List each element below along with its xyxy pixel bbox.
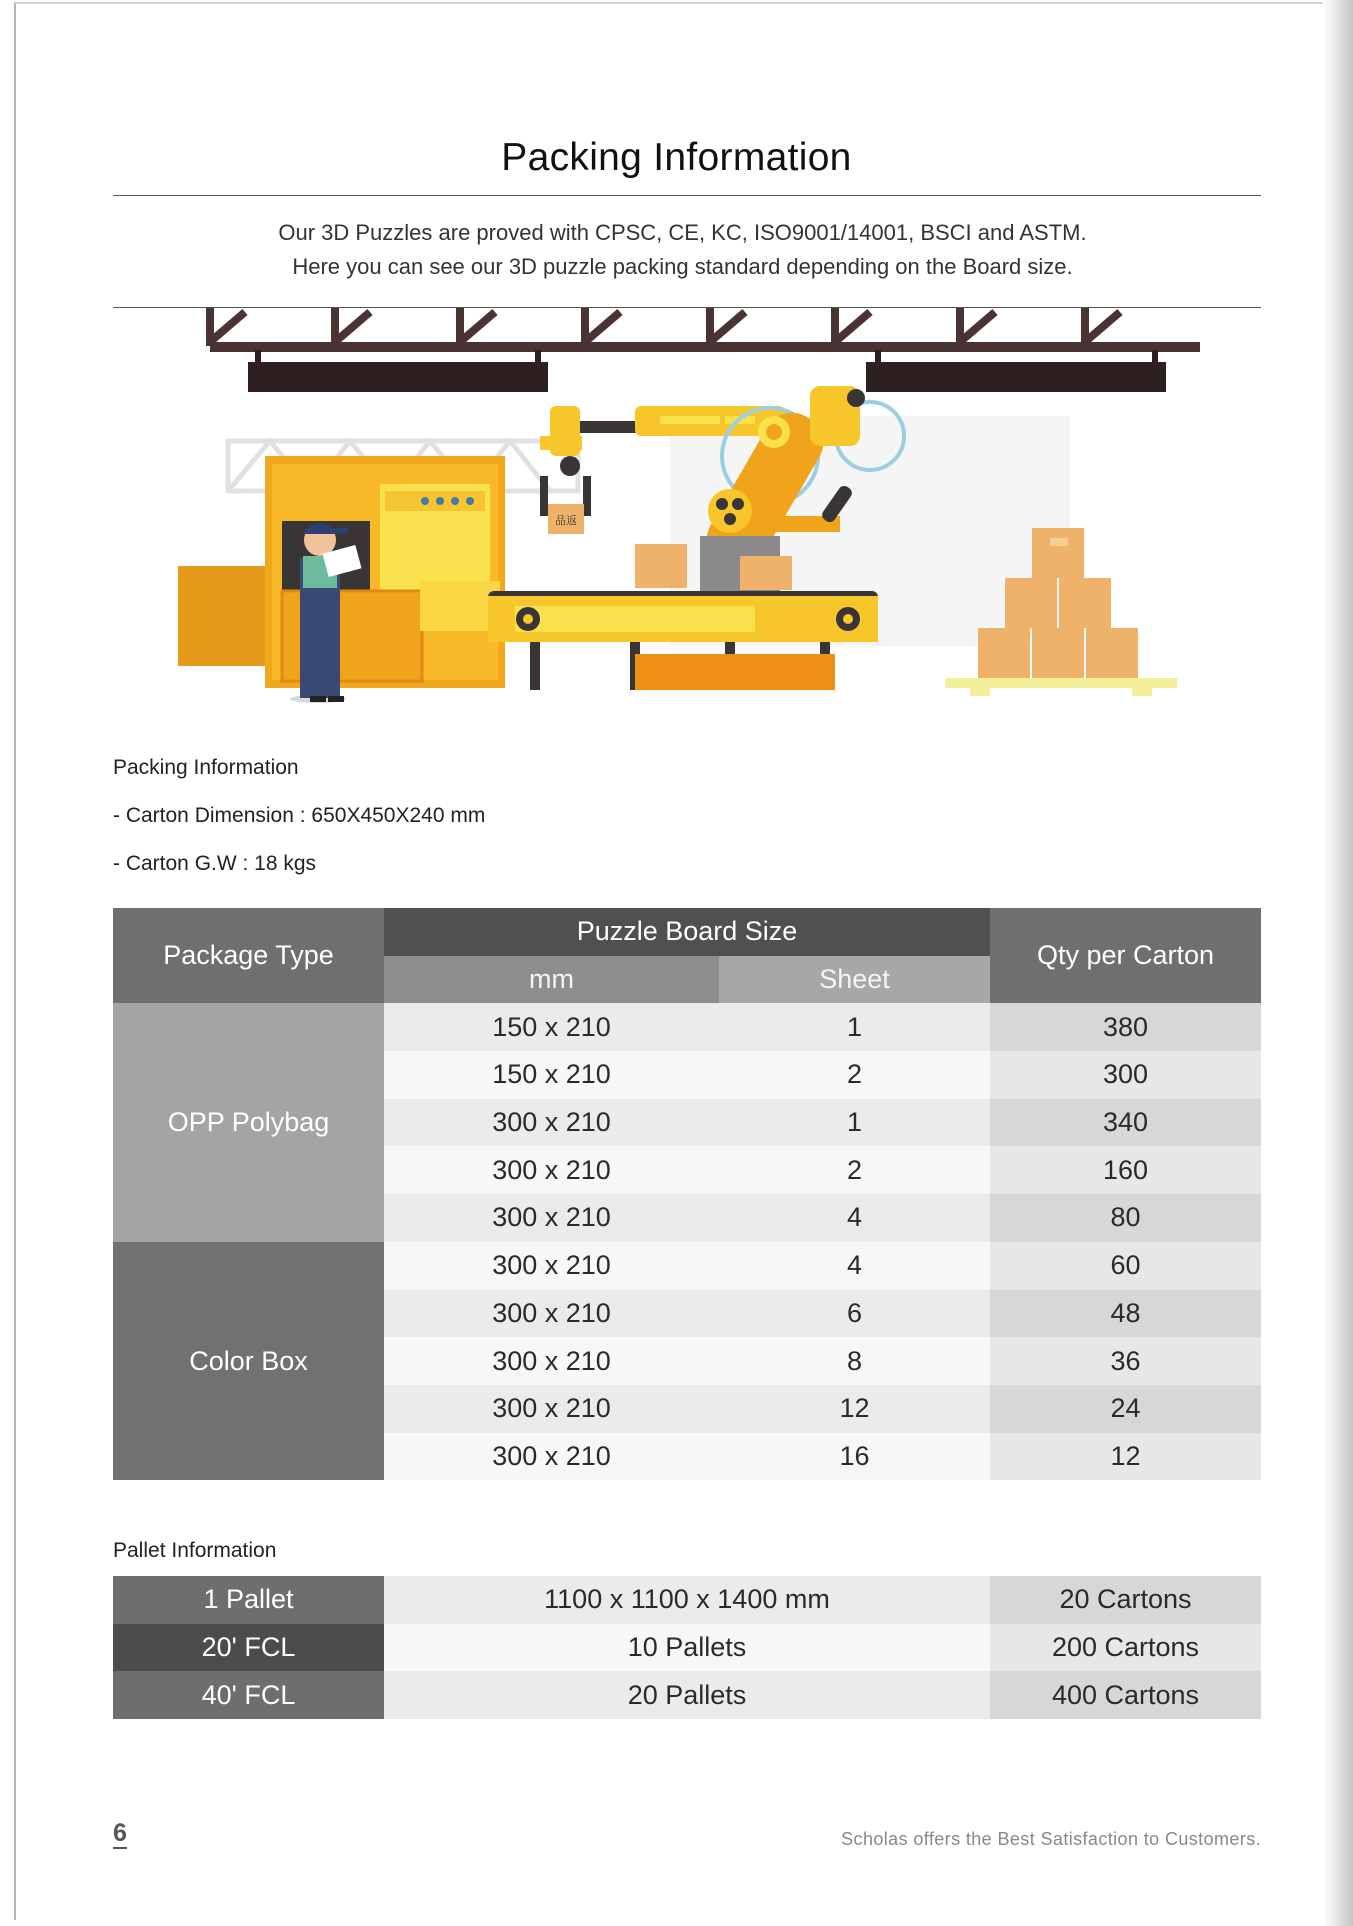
cell-qty: 12 [990, 1433, 1261, 1481]
cell-mm: 150 x 210 [384, 1051, 719, 1099]
cell-sheet: 1 [719, 1099, 990, 1147]
cell-sheet: 1 [719, 1003, 990, 1051]
packing-info-heading: Packing Information [113, 756, 299, 779]
page-edge-shadow [1323, 0, 1353, 1926]
packing-table [113, 908, 1261, 1480]
intro-line-2: Here you can see our 3D puzzle packing standard depending on the Board size. [292, 254, 1073, 279]
cell-mm: 300 x 210 [384, 1146, 719, 1194]
pallet-type: 40' FCL [113, 1671, 384, 1719]
header-board-size: Puzzle Board Size [384, 908, 990, 956]
cell-sheet: 12 [719, 1385, 990, 1433]
cell-qty: 48 [990, 1290, 1261, 1338]
pallet-qty: 400 Cartons [990, 1671, 1261, 1719]
pallet-size: 1100 x 1100 x 1400 mm [384, 1576, 990, 1624]
page-title: Packing Information [501, 136, 852, 179]
cell-qty: 160 [990, 1146, 1261, 1194]
cell-mm: 300 x 210 [384, 1242, 719, 1290]
pallet-row [113, 1624, 1261, 1672]
group-opp-polybag: OPP Polybag [113, 1003, 384, 1241]
carton-dimension: - Carton Dimension : 650X450X240 mm [113, 804, 486, 827]
conveyor-belt [488, 591, 878, 690]
cell-mm: 300 x 210 [384, 1433, 719, 1481]
group-color-box: Color Box [113, 1242, 384, 1480]
ceiling-truss [210, 308, 1200, 392]
cell-qty: 60 [990, 1242, 1261, 1290]
cell-mm: 300 x 210 [384, 1337, 719, 1385]
box-label: 品返 [555, 515, 577, 527]
header-mm: mm [384, 956, 719, 1004]
cell-mm: 150 x 210 [384, 1003, 719, 1051]
conveyor-box-2 [740, 556, 792, 590]
cell-sheet: 16 [719, 1433, 990, 1481]
cell-mm: 300 x 210 [384, 1099, 719, 1147]
cell-qty: 24 [990, 1385, 1261, 1433]
table-row [113, 1242, 1261, 1290]
cell-qty: 340 [990, 1099, 1261, 1147]
footer-tagline: Scholas offers the Best Satisfaction to Customers. [841, 1829, 1261, 1849]
intro-line-1: Our 3D Puzzles are proved with CPSC, CE, KC, ISO9001/14001, BSCI and ASTM. [278, 220, 1087, 245]
cell-qty: 36 [990, 1337, 1261, 1385]
factory-illustration [170, 306, 1200, 726]
cell-qty: 380 [990, 1003, 1261, 1051]
page-number: 6 [113, 1819, 127, 1847]
pallet-row [113, 1671, 1261, 1719]
pallet-type: 1 Pallet [113, 1576, 384, 1624]
pallet-size: 20 Pallets [384, 1671, 990, 1719]
conveyor-box-1 [635, 544, 687, 588]
pallet-qty: 200 Cartons [990, 1624, 1261, 1672]
cell-mm: 300 x 210 [384, 1194, 719, 1242]
pallet-table [113, 1576, 1261, 1719]
cell-qty: 80 [990, 1194, 1261, 1242]
cell-mm: 300 x 210 [384, 1385, 719, 1433]
header-qty-per-carton: Qty per Carton [990, 908, 1261, 1003]
pallet-type: 20' FCL [113, 1624, 384, 1672]
pallet-row [113, 1576, 1261, 1624]
cell-mm: 300 x 210 [384, 1290, 719, 1338]
cell-sheet: 4 [719, 1242, 990, 1290]
table-row [113, 1003, 1261, 1051]
orange-crate [178, 566, 278, 666]
cell-sheet: 8 [719, 1337, 990, 1385]
cell-sheet: 6 [719, 1290, 990, 1338]
title-divider [113, 195, 1261, 196]
cell-sheet: 2 [719, 1051, 990, 1099]
cell-qty: 300 [990, 1051, 1261, 1099]
cell-sheet: 4 [719, 1194, 990, 1242]
pallet-size: 10 Pallets [384, 1624, 990, 1672]
header-sheet: Sheet [719, 956, 990, 1004]
cell-sheet: 2 [719, 1146, 990, 1194]
header-package-type: Package Type [113, 908, 384, 1003]
pallet-qty: 20 Cartons [990, 1576, 1261, 1624]
carton-weight: - Carton G.W : 18 kgs [113, 852, 317, 875]
pallet-info-heading: Pallet Information [113, 1539, 277, 1562]
